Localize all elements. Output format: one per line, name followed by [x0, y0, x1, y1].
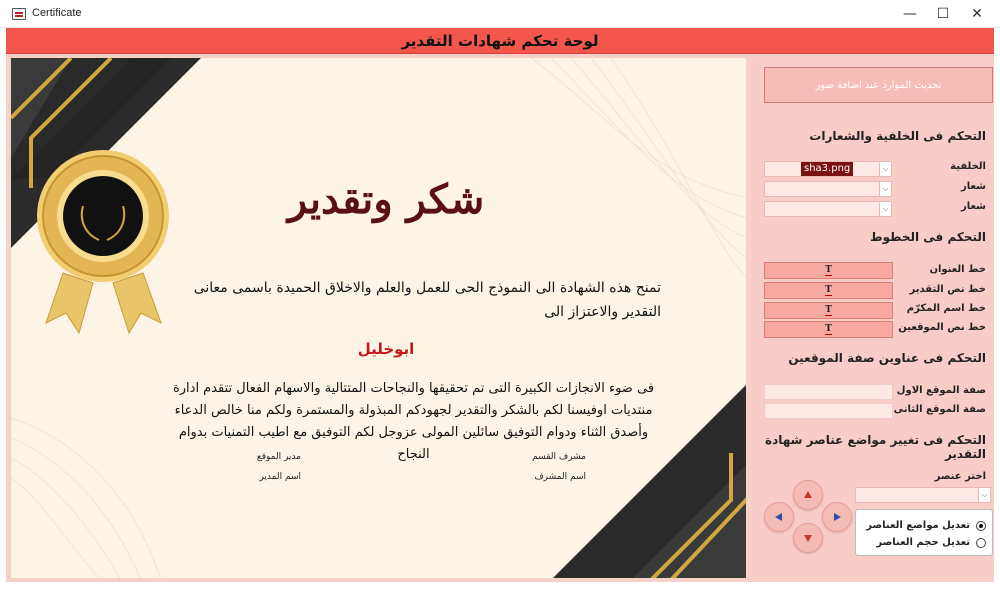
chevron-down-icon[interactable]: ⌵ — [879, 202, 891, 216]
background-section-title: التحكم فى الخلفية والشعارات — [809, 129, 986, 143]
signer2-name[interactable]: اسم المدير — [259, 472, 301, 482]
second-signer-input[interactable] — [764, 403, 893, 419]
radio-unselected-icon[interactable] — [976, 538, 986, 548]
font-recipient-button[interactable] — [764, 302, 893, 319]
position-section-title: التحكم فى تغيير مواضع عناصر شهادة التقدير — [765, 433, 986, 461]
background-combo[interactable] — [764, 161, 892, 177]
logo2-combo[interactable] — [764, 201, 892, 217]
maximize-icon: ☐ — [936, 6, 950, 22]
close-button[interactable] — [960, 0, 994, 28]
radio-resize-elements[interactable] — [876, 537, 986, 548]
signer2-role[interactable]: مدير الموقع — [256, 452, 301, 462]
font-icon: T — [825, 284, 832, 295]
font-signers-button[interactable] — [764, 321, 893, 338]
background-value: sha3.png — [801, 162, 853, 176]
dashboard-header — [6, 28, 994, 54]
certificate-title[interactable]: شكر وتقدير — [287, 176, 485, 223]
font-icon: T — [825, 323, 832, 334]
radio-move-positions[interactable] — [866, 520, 986, 531]
radio-selected-icon[interactable] — [976, 521, 986, 531]
element-select[interactable] — [855, 487, 991, 503]
minimize-icon: — — [903, 6, 917, 22]
recipient-name[interactable]: ابوخليل — [357, 340, 415, 358]
signer1-role[interactable]: مشرف القسم — [532, 452, 586, 462]
signers-section-title: التحكم فى عناوين صفة الموقعين — [788, 351, 986, 365]
certificate-body-text[interactable]: فى ضوء الانجازات الكبيرة التى تم تحقيقها والنجاحات المتتالية والاسهام الفعال تتقدم ادارة منتديات اوفيسنا لكم بالشكر والتقدير لجهودكم المبذولة والمستمرة ولكم منا خالص الدعاء وأصدق الثناء ودوام التوفيق سائلين المولى عزوجل لكم التوفيق مع اطيب التمنيات بدوام النجاح — [172, 381, 655, 462]
move-up-button[interactable] — [793, 480, 823, 510]
font-body-button[interactable] — [764, 282, 893, 299]
chevron-down-icon[interactable]: ⌵ — [879, 182, 891, 196]
move-right-button[interactable] — [822, 502, 852, 532]
font-icon: T — [825, 304, 832, 315]
logo1-label: شعار — [961, 181, 986, 192]
second-signer-label: صفة الموقع الثانى — [893, 404, 986, 415]
chevron-down-icon[interactable]: ⌵ — [978, 488, 990, 502]
close-icon: ✕ — [971, 6, 983, 22]
title-bar — [0, 0, 1000, 28]
arrow-up-icon — [803, 490, 813, 500]
font-title-label: خط العنوان — [929, 264, 986, 275]
first-signer-input[interactable] — [764, 384, 893, 400]
font-icon: T — [825, 264, 832, 275]
logo1-combo[interactable] — [764, 181, 892, 197]
logo2-label: شعار — [961, 201, 986, 212]
font-body-label: خط نص التقدير — [909, 284, 986, 295]
font-recipient-label: خط اسم المكرّم — [906, 303, 986, 314]
fonts-section-title: التحكم فى الخطوط — [870, 230, 986, 244]
refresh-resources-button[interactable] — [764, 67, 993, 103]
certificate-canvas — [10, 57, 747, 579]
minimize-button[interactable] — [893, 0, 927, 28]
arrow-down-icon — [803, 533, 813, 543]
chevron-down-icon[interactable]: ⌵ — [879, 162, 891, 176]
font-signers-label: خط نص الموقعين — [898, 322, 986, 333]
move-down-button[interactable] — [793, 523, 823, 553]
arrow-left-icon — [774, 512, 784, 522]
move-left-button[interactable] — [764, 502, 794, 532]
select-element-label: اختر عنصر — [934, 471, 986, 482]
radio-resize-label: تعديل حجم العناصر — [876, 537, 970, 548]
font-title-button[interactable] — [764, 262, 893, 279]
first-signer-label: صفة الموقع الاول — [896, 385, 986, 396]
maximize-button[interactable] — [926, 0, 960, 28]
app-icon — [12, 8, 26, 20]
signer1-name[interactable]: اسم المشرف — [534, 472, 586, 482]
background-label: الخلفية — [950, 161, 986, 172]
edit-mode-group — [855, 509, 993, 556]
refresh-resources-label: تحديث الموارد عند اضافة صور — [815, 79, 942, 91]
radio-move-label: تعديل مواضع العناصر — [866, 520, 970, 531]
certificate-intro-text[interactable]: تمنح هذه الشهادة الى النموذج الحى للعمل والعلم والاخلاق الحميدة باسمى معانى التقدير والاعتزاز الى — [193, 280, 661, 320]
window-title: Certificate — [32, 7, 82, 19]
arrow-right-icon — [832, 512, 842, 522]
dashboard-title: لوحة تحكم شهادات التقدير — [401, 31, 599, 50]
